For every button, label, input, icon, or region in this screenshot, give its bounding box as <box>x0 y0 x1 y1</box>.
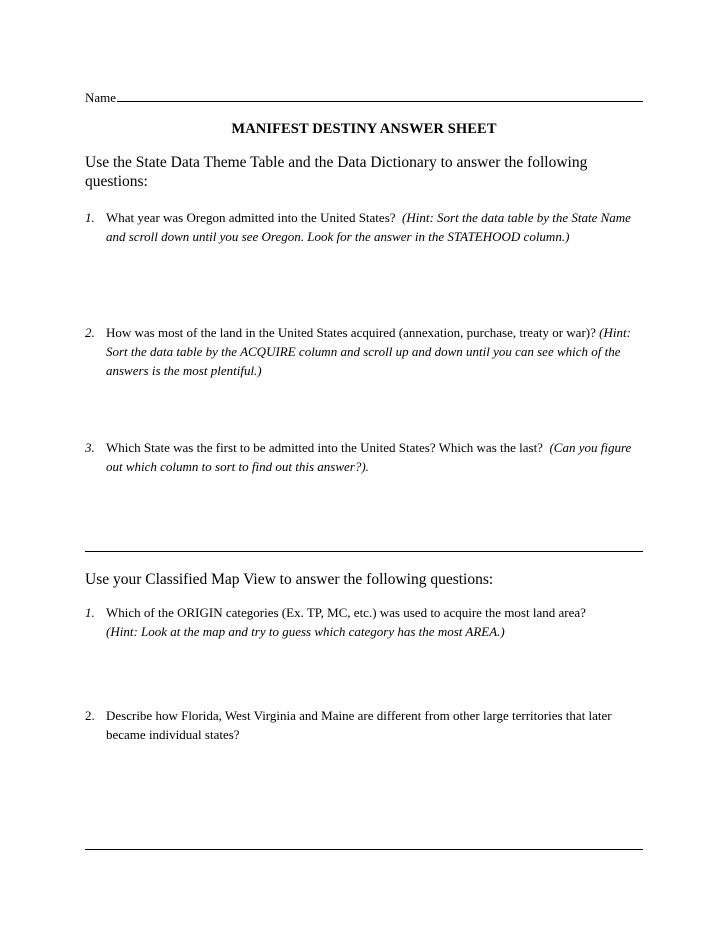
question-number: 2. <box>85 708 95 723</box>
section2-question-1 <box>85 603 645 641</box>
question-hint: (Hint: Sort the data table by the State Name and scroll down until you see Oregon. Look for the answer in the STATEHOOD column.) <box>106 210 631 244</box>
section1-question-1 <box>85 208 645 246</box>
section2-intro: Use your Classified Map View to answer the following questions: <box>85 571 494 588</box>
name-label: Name <box>85 90 117 105</box>
section1-question-3 <box>85 438 645 476</box>
name-underline <box>117 100 643 102</box>
question-hint: (Hint: Look at the map and try to guess which category has the most AREA.) <box>106 624 505 639</box>
bottom-divider <box>85 849 643 850</box>
page-title: MANIFEST DESTINY ANSWER SHEET <box>231 121 497 137</box>
question-number: 2. <box>85 325 95 340</box>
name-field[interactable] <box>85 86 643 106</box>
question-hint: (Hint: Sort the data table by the ACQUIRE column and scroll up and down until you can see which of the answers is the most plentiful.) <box>106 325 631 378</box>
question-text: What year was Oregon admitted into the United States? <box>106 210 396 225</box>
section1-question-2 <box>85 323 645 380</box>
question-text: Which State was the first to be admitted into the United States? Which was the last? <box>106 440 543 455</box>
question-number: 3. <box>85 440 95 455</box>
question-number: 1. <box>85 605 95 620</box>
section1-intro: Use the State Data Theme Table and the Data Dictionary to answer the following questions: <box>85 154 588 190</box>
question-number: 1. <box>85 210 95 225</box>
question-text: Describe how Florida, West Virginia and Maine are different from other large territories that later became individual states? <box>106 708 612 742</box>
section2-question-2 <box>85 706 645 744</box>
question-hint: (Can you figure out which column to sort to find out this answer?). <box>106 440 632 474</box>
question-text: How was most of the land in the United States acquired (annexation, purchase, treaty or war)? <box>106 325 596 340</box>
section-divider <box>85 551 643 552</box>
question-text: Which of the ORIGIN categories (Ex. TP, MC, etc.) was used to acquire the most land area? <box>106 605 586 620</box>
